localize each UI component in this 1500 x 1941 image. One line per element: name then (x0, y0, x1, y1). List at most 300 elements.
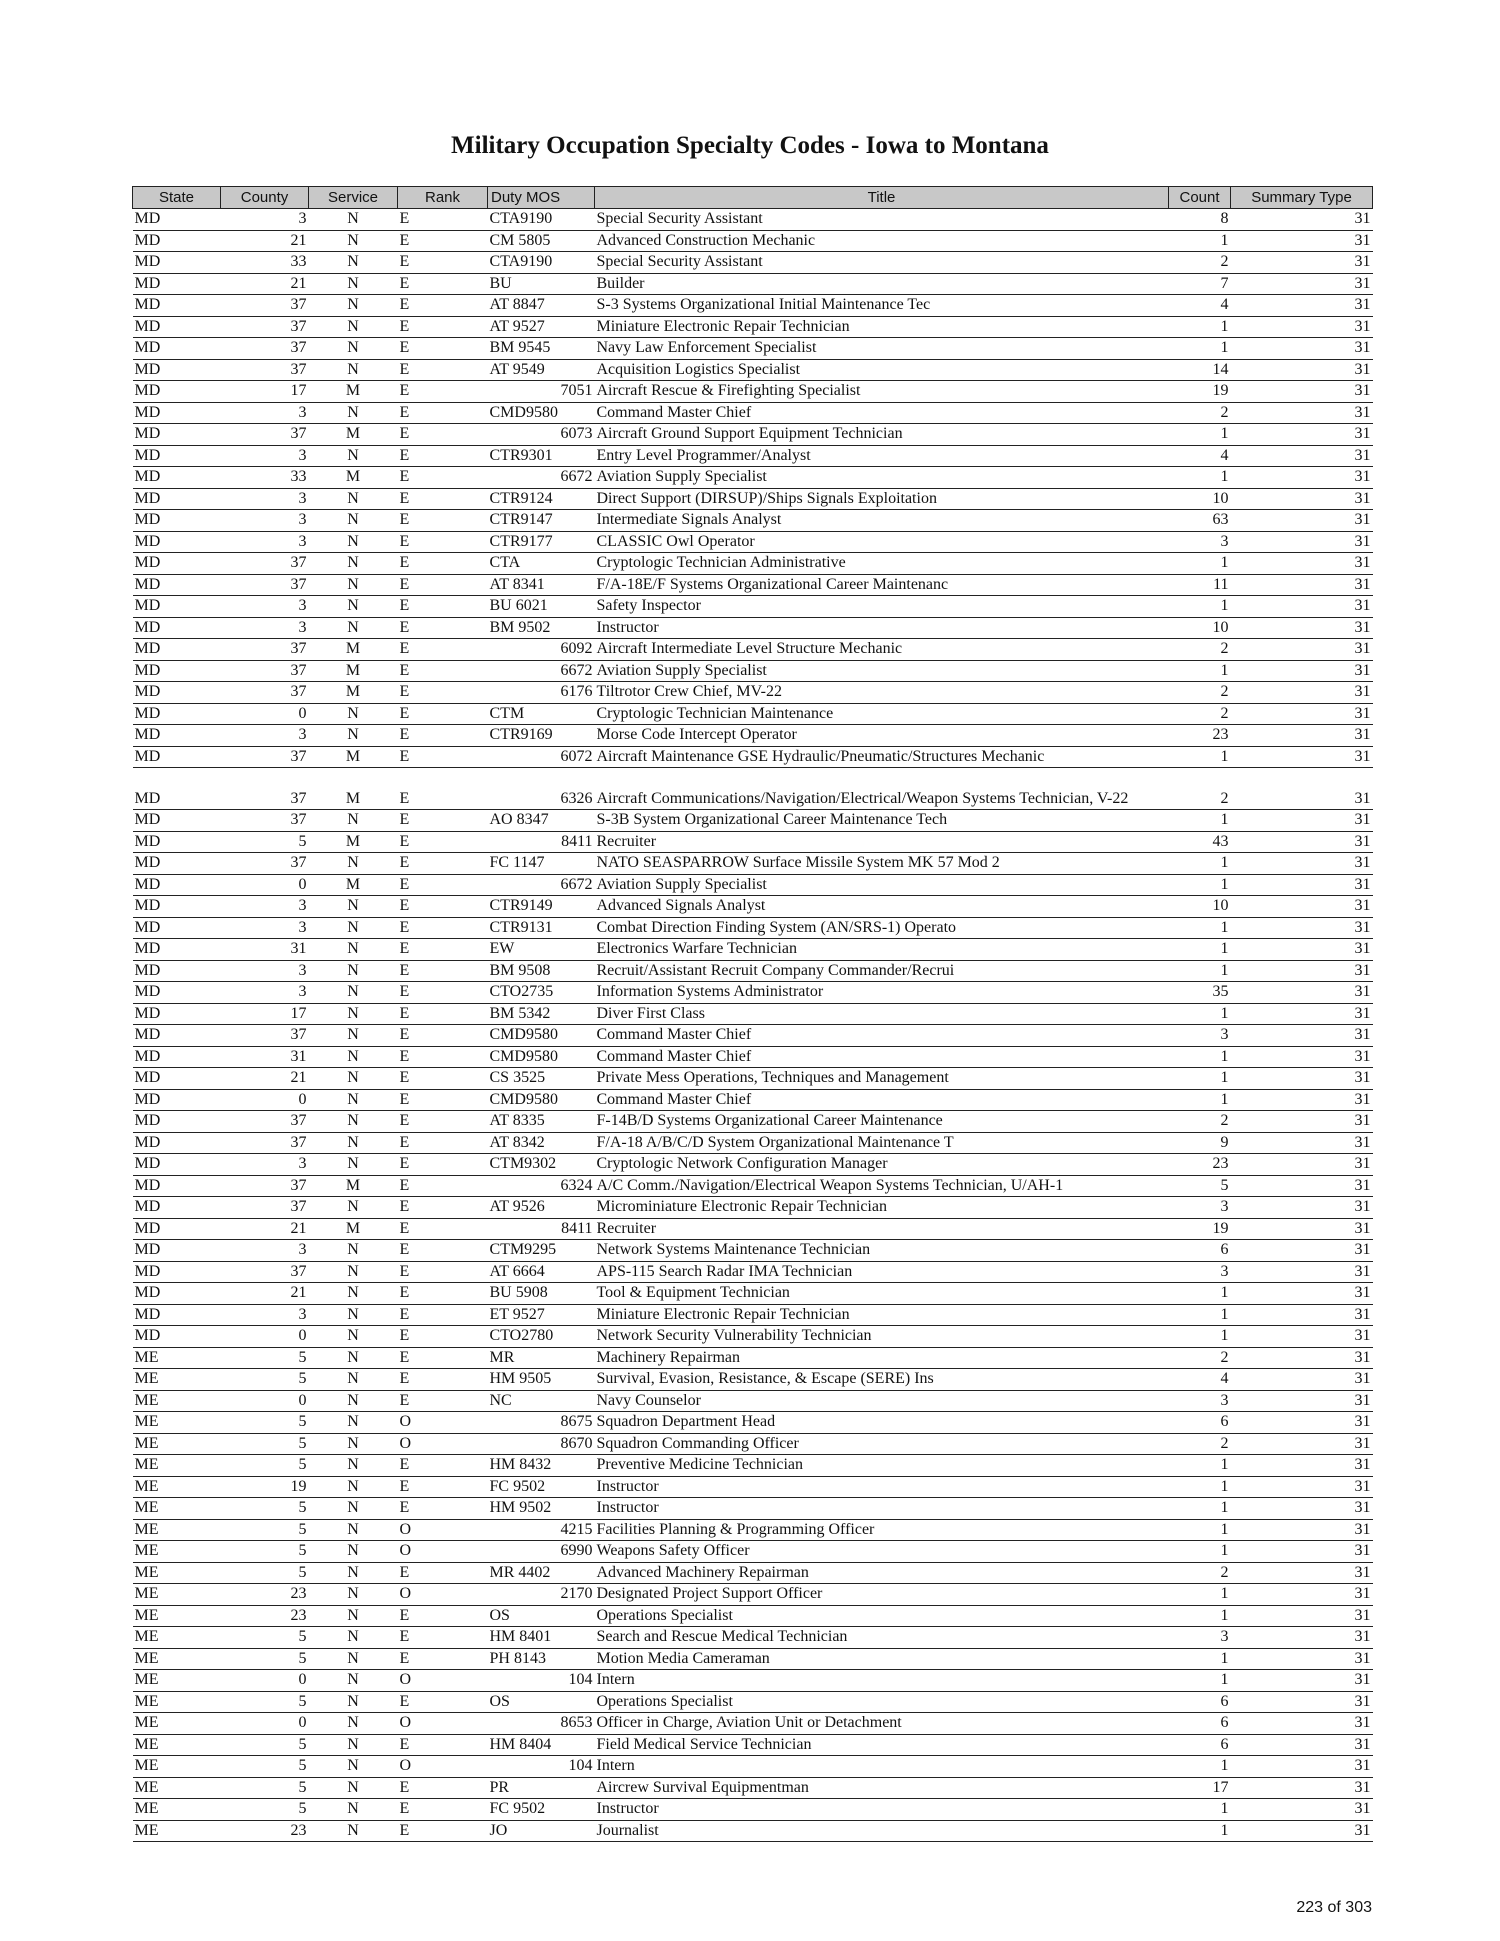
duty-mos-cell: 6324 (488, 1175, 595, 1197)
table-row (133, 1820, 1373, 1842)
title-cell: CLASSIC Owl Operator (595, 531, 1169, 553)
rank-cell: E (398, 1003, 488, 1025)
state-cell: MD (133, 660, 221, 682)
count-cell: 6 (1169, 1713, 1231, 1735)
count-cell: 8 (1169, 209, 1231, 231)
service-cell: M (309, 639, 398, 661)
table-row (133, 617, 1373, 639)
service-cell: N (309, 1476, 398, 1498)
state-cell: MD (133, 896, 221, 918)
state-cell: MD (133, 553, 221, 575)
state-cell: MD (133, 316, 221, 338)
count-cell: 1 (1169, 467, 1231, 489)
count-cell: 10 (1169, 617, 1231, 639)
table-row (133, 1283, 1373, 1305)
county-cell: 5 (221, 1627, 309, 1649)
service-cell: N (309, 1777, 398, 1799)
county-cell: 37 (221, 639, 309, 661)
title-cell: Safety Inspector (595, 596, 1169, 618)
title-cell: APS-115 Search Radar IMA Technician (595, 1261, 1169, 1283)
title-cell: F-14B/D Systems Organizational Career Maintenance (595, 1111, 1169, 1133)
county-cell: 5 (221, 1455, 309, 1477)
title-cell: A/C Comm./Navigation/Electrical Weapon Systems Technician, U/AH-1 (595, 1175, 1169, 1197)
service-cell: N (309, 617, 398, 639)
service-cell: N (309, 810, 398, 832)
title-cell: Aircraft Rescue & Firefighting Specialist (595, 381, 1169, 403)
table-row (133, 1562, 1373, 1584)
state-cell: MD (133, 810, 221, 832)
table-row (133, 488, 1373, 510)
count-cell: 23 (1169, 1154, 1231, 1176)
table-row (133, 1347, 1373, 1369)
summary-type-cell: 31 (1231, 1347, 1373, 1369)
title-cell: Weapons Safety Officer (595, 1541, 1169, 1563)
state-cell: MD (133, 402, 221, 424)
rank-cell: E (398, 939, 488, 961)
title-cell: Instructor (595, 1498, 1169, 1520)
table-row (133, 445, 1373, 467)
duty-mos-cell: BM 5342 (488, 1003, 595, 1025)
county-cell: 37 (221, 1111, 309, 1133)
service-cell: N (309, 939, 398, 961)
title-cell: Facilities Planning & Programming Officer (595, 1519, 1169, 1541)
count-cell: 1 (1169, 1799, 1231, 1821)
service-cell: N (309, 338, 398, 360)
county-cell: 3 (221, 209, 309, 231)
count-cell: 1 (1169, 316, 1231, 338)
title-cell: Acquisition Logistics Specialist (595, 359, 1169, 381)
service-cell: N (309, 1347, 398, 1369)
title-cell: Advanced Machinery Repairman (595, 1562, 1169, 1584)
duty-mos-cell: 2170 (488, 1584, 595, 1606)
table-row (133, 209, 1373, 231)
summary-type-cell: 31 (1231, 896, 1373, 918)
state-cell: ME (133, 1777, 221, 1799)
duty-mos-cell: EW (488, 939, 595, 961)
state-cell: MD (133, 746, 221, 768)
summary-type-cell: 31 (1231, 1132, 1373, 1154)
county-cell: 17 (221, 1003, 309, 1025)
title-cell: Recruit/Assistant Recruit Company Commander/Recrui (595, 960, 1169, 982)
county-cell: 0 (221, 703, 309, 725)
rank-cell: E (398, 896, 488, 918)
state-cell: MD (133, 960, 221, 982)
summary-type-cell: 31 (1231, 209, 1373, 231)
title-cell: Information Systems Administrator (595, 982, 1169, 1004)
title-cell: Aviation Supply Specialist (595, 467, 1169, 489)
summary-type-cell: 31 (1231, 1175, 1373, 1197)
state-cell: MD (133, 1111, 221, 1133)
rank-cell: E (398, 230, 488, 252)
county-cell: 17 (221, 381, 309, 403)
table-row (133, 1627, 1373, 1649)
count-cell: 6 (1169, 1240, 1231, 1262)
table-row (133, 1068, 1373, 1090)
state-cell: ME (133, 1605, 221, 1627)
summary-type-cell: 31 (1231, 1476, 1373, 1498)
duty-mos-cell: 6672 (488, 660, 595, 682)
table-row (133, 596, 1373, 618)
table-row (133, 1433, 1373, 1455)
count-cell: 1 (1169, 1326, 1231, 1348)
title-cell: Entry Level Programmer/Analyst (595, 445, 1169, 467)
service-cell: N (309, 252, 398, 274)
service-cell: M (309, 381, 398, 403)
summary-type-cell: 31 (1231, 1562, 1373, 1584)
count-cell: 1 (1169, 660, 1231, 682)
table-row (133, 1584, 1373, 1606)
county-cell: 5 (221, 1756, 309, 1778)
summary-type-cell: 31 (1231, 402, 1373, 424)
title-cell: Tiltrotor Crew Chief, MV-22 (595, 682, 1169, 704)
count-cell: 19 (1169, 381, 1231, 403)
county-cell: 5 (221, 1519, 309, 1541)
county-cell: 0 (221, 1390, 309, 1412)
table-row (133, 273, 1373, 295)
title-cell: Officer in Charge, Aviation Unit or Detachment (595, 1713, 1169, 1735)
rank-cell: E (398, 617, 488, 639)
header-row (133, 187, 1373, 209)
title-cell: Navy Law Enforcement Specialist (595, 338, 1169, 360)
table-row (133, 1412, 1373, 1434)
county-cell: 3 (221, 960, 309, 982)
table-row (133, 1197, 1373, 1219)
table-row (133, 1756, 1373, 1778)
duty-mos-cell: 6073 (488, 424, 595, 446)
rank-cell: E (398, 768, 488, 810)
state-cell: MD (133, 1218, 221, 1240)
count-cell: 35 (1169, 982, 1231, 1004)
rank-cell: E (398, 338, 488, 360)
service-cell: N (309, 1433, 398, 1455)
rank-cell: O (398, 1541, 488, 1563)
service-cell: N (309, 273, 398, 295)
count-cell: 7 (1169, 273, 1231, 295)
service-cell: N (309, 531, 398, 553)
rank-cell: E (398, 831, 488, 853)
rank-cell: E (398, 1777, 488, 1799)
service-cell: N (309, 1455, 398, 1477)
state-cell: MD (133, 510, 221, 532)
duty-mos-cell: NC (488, 1390, 595, 1412)
table-row (133, 1046, 1373, 1068)
title-cell: Private Mess Operations, Techniques and Management (595, 1068, 1169, 1090)
state-cell: ME (133, 1519, 221, 1541)
county-cell: 37 (221, 553, 309, 575)
summary-type-cell: 31 (1231, 1390, 1373, 1412)
summary-type-cell: 31 (1231, 510, 1373, 532)
summary-type-cell: 31 (1231, 1433, 1373, 1455)
county-cell: 3 (221, 917, 309, 939)
count-cell: 1 (1169, 1605, 1231, 1627)
duty-mos-cell: AT 9549 (488, 359, 595, 381)
duty-mos-cell: CTM9295 (488, 1240, 595, 1262)
title-cell: Miniature Electronic Repair Technician (595, 1304, 1169, 1326)
county-cell: 23 (221, 1584, 309, 1606)
summary-type-cell: 31 (1231, 596, 1373, 618)
title-cell: Combat Direction Finding System (AN/SRS-1) Operato (595, 917, 1169, 939)
col-header-count: Count (1169, 187, 1231, 209)
table-row (133, 1605, 1373, 1627)
summary-type-cell: 31 (1231, 617, 1373, 639)
duty-mos-cell: PR (488, 1777, 595, 1799)
service-cell: N (309, 853, 398, 875)
service-cell: N (309, 574, 398, 596)
summary-type-cell: 31 (1231, 1820, 1373, 1842)
table-row (133, 1777, 1373, 1799)
table-row (133, 982, 1373, 1004)
service-cell: N (309, 359, 398, 381)
duty-mos-cell: AT 9526 (488, 1197, 595, 1219)
county-cell: 3 (221, 1154, 309, 1176)
state-cell: MD (133, 1197, 221, 1219)
title-cell: Miniature Electronic Repair Technician (595, 316, 1169, 338)
duty-mos-cell: CTO2780 (488, 1326, 595, 1348)
state-cell: MD (133, 445, 221, 467)
rank-cell: E (398, 1111, 488, 1133)
county-cell: 5 (221, 1777, 309, 1799)
summary-type-cell: 31 (1231, 1541, 1373, 1563)
county-cell: 21 (221, 1283, 309, 1305)
county-cell: 5 (221, 1562, 309, 1584)
title-cell: Intern (595, 1756, 1169, 1778)
summary-type-cell: 31 (1231, 725, 1373, 747)
count-cell: 1 (1169, 596, 1231, 618)
title-cell: Network Systems Maintenance Technician (595, 1240, 1169, 1262)
title-cell: Cryptologic Technician Administrative (595, 553, 1169, 575)
title-cell: Network Security Vulnerability Technician (595, 1326, 1169, 1348)
title-cell: Survival, Evasion, Resistance, & Escape (SERE) Ins (595, 1369, 1169, 1391)
state-cell: ME (133, 1498, 221, 1520)
state-cell: ME (133, 1734, 221, 1756)
count-cell: 3 (1169, 531, 1231, 553)
count-cell: 3 (1169, 1390, 1231, 1412)
count-cell: 1 (1169, 1519, 1231, 1541)
service-cell: N (309, 1541, 398, 1563)
state-cell: MD (133, 252, 221, 274)
mos-table (132, 186, 1373, 1842)
count-cell: 63 (1169, 510, 1231, 532)
summary-type-cell: 31 (1231, 982, 1373, 1004)
count-cell: 1 (1169, 1670, 1231, 1692)
duty-mos-cell: CTR9147 (488, 510, 595, 532)
title-cell: Aircraft Communications/Navigation/Electrical/Weapon Systems Technician, V-22 (595, 768, 1169, 810)
count-cell: 1 (1169, 874, 1231, 896)
table-row (133, 1670, 1373, 1692)
summary-type-cell: 31 (1231, 338, 1373, 360)
state-cell: MD (133, 768, 221, 810)
state-cell: ME (133, 1562, 221, 1584)
count-cell: 3 (1169, 1261, 1231, 1283)
duty-mos-cell: BU 5908 (488, 1283, 595, 1305)
summary-type-cell: 31 (1231, 1283, 1373, 1305)
count-cell: 1 (1169, 230, 1231, 252)
duty-mos-cell: MR 4402 (488, 1562, 595, 1584)
service-cell: N (309, 725, 398, 747)
duty-mos-cell: CS 3525 (488, 1068, 595, 1090)
count-cell: 3 (1169, 1627, 1231, 1649)
table-row (133, 510, 1373, 532)
table-row (133, 917, 1373, 939)
duty-mos-cell: 8670 (488, 1433, 595, 1455)
service-cell: N (309, 1519, 398, 1541)
county-cell: 3 (221, 1304, 309, 1326)
summary-type-cell: 31 (1231, 1648, 1373, 1670)
table-row (133, 1390, 1373, 1412)
summary-type-cell: 31 (1231, 917, 1373, 939)
rank-cell: E (398, 316, 488, 338)
rank-cell: E (398, 1025, 488, 1047)
service-cell: N (309, 1369, 398, 1391)
page-number: 223 of 303 (1296, 1899, 1372, 1916)
rank-cell: O (398, 1519, 488, 1541)
county-cell: 5 (221, 1347, 309, 1369)
summary-type-cell: 31 (1231, 1777, 1373, 1799)
county-cell: 5 (221, 831, 309, 853)
summary-type-cell: 31 (1231, 445, 1373, 467)
county-cell: 5 (221, 1412, 309, 1434)
service-cell: N (309, 1498, 398, 1520)
service-cell: N (309, 445, 398, 467)
duty-mos-cell: CMD9580 (488, 1089, 595, 1111)
col-header-state: State (133, 187, 221, 209)
count-cell: 2 (1169, 402, 1231, 424)
count-cell: 1 (1169, 1648, 1231, 1670)
rank-cell: O (398, 1713, 488, 1735)
title-cell: Microminiature Electronic Repair Technician (595, 1197, 1169, 1219)
county-cell: 3 (221, 982, 309, 1004)
county-cell: 37 (221, 853, 309, 875)
state-cell: MD (133, 596, 221, 618)
count-cell: 2 (1169, 703, 1231, 725)
duty-mos-cell: MR (488, 1347, 595, 1369)
count-cell: 1 (1169, 960, 1231, 982)
state-cell: MD (133, 273, 221, 295)
rank-cell: E (398, 1046, 488, 1068)
rank-cell: E (398, 725, 488, 747)
state-cell: MD (133, 230, 221, 252)
count-cell: 1 (1169, 1089, 1231, 1111)
county-cell: 19 (221, 1476, 309, 1498)
service-cell: N (309, 1648, 398, 1670)
county-cell: 5 (221, 1541, 309, 1563)
summary-type-cell: 31 (1231, 1369, 1373, 1391)
duty-mos-cell: BM 9508 (488, 960, 595, 982)
rank-cell: O (398, 1670, 488, 1692)
county-cell: 0 (221, 1089, 309, 1111)
county-cell: 3 (221, 445, 309, 467)
rank-cell: E (398, 402, 488, 424)
service-cell: M (309, 831, 398, 853)
state-cell: MD (133, 1240, 221, 1262)
summary-type-cell: 31 (1231, 1605, 1373, 1627)
summary-type-cell: 31 (1231, 874, 1373, 896)
summary-type-cell: 31 (1231, 359, 1373, 381)
count-cell: 10 (1169, 896, 1231, 918)
count-cell: 1 (1169, 1283, 1231, 1305)
state-cell: ME (133, 1390, 221, 1412)
service-cell: M (309, 467, 398, 489)
table-row (133, 574, 1373, 596)
count-cell: 1 (1169, 939, 1231, 961)
summary-type-cell: 31 (1231, 531, 1373, 553)
title-cell: Cryptologic Technician Maintenance (595, 703, 1169, 725)
rank-cell: E (398, 488, 488, 510)
summary-type-cell: 31 (1231, 682, 1373, 704)
state-cell: MD (133, 682, 221, 704)
service-cell: N (309, 1261, 398, 1283)
duty-mos-cell: 6672 (488, 467, 595, 489)
rank-cell: E (398, 660, 488, 682)
county-cell: 37 (221, 338, 309, 360)
summary-type-cell: 31 (1231, 381, 1373, 403)
service-cell: N (309, 1025, 398, 1047)
duty-mos-cell: BM 9545 (488, 338, 595, 360)
count-cell: 2 (1169, 682, 1231, 704)
count-cell: 1 (1169, 1003, 1231, 1025)
state-cell: ME (133, 1820, 221, 1842)
duty-mos-cell: 6990 (488, 1541, 595, 1563)
summary-type-cell: 31 (1231, 1089, 1373, 1111)
service-cell: N (309, 1605, 398, 1627)
title-cell: Builder (595, 273, 1169, 295)
rank-cell: E (398, 553, 488, 575)
duty-mos-cell: HM 8404 (488, 1734, 595, 1756)
rank-cell: E (398, 596, 488, 618)
service-cell: N (309, 1046, 398, 1068)
service-cell: N (309, 295, 398, 317)
title-cell: Instructor (595, 1799, 1169, 1821)
title-cell: Field Medical Service Technician (595, 1734, 1169, 1756)
count-cell: 1 (1169, 1756, 1231, 1778)
count-cell: 11 (1169, 574, 1231, 596)
rank-cell: E (398, 424, 488, 446)
service-cell: M (309, 874, 398, 896)
count-cell: 1 (1169, 1455, 1231, 1477)
count-cell: 1 (1169, 338, 1231, 360)
county-cell: 3 (221, 510, 309, 532)
service-cell: N (309, 209, 398, 231)
rank-cell: E (398, 574, 488, 596)
duty-mos-cell: CTA9190 (488, 252, 595, 274)
duty-mos-cell: 4215 (488, 1519, 595, 1541)
county-cell: 21 (221, 1068, 309, 1090)
county-cell: 3 (221, 531, 309, 553)
duty-mos-cell: CMD9580 (488, 1046, 595, 1068)
table-row (133, 1025, 1373, 1047)
title-cell: Command Master Chief (595, 402, 1169, 424)
summary-type-cell: 31 (1231, 316, 1373, 338)
county-cell: 3 (221, 402, 309, 424)
title-cell: Squadron Department Head (595, 1412, 1169, 1434)
table-row (133, 381, 1373, 403)
count-cell: 1 (1169, 917, 1231, 939)
rank-cell: E (398, 1218, 488, 1240)
state-cell: MD (133, 917, 221, 939)
county-cell: 0 (221, 874, 309, 896)
count-cell: 43 (1169, 831, 1231, 853)
rank-cell: E (398, 1498, 488, 1520)
summary-type-cell: 31 (1231, 831, 1373, 853)
county-cell: 5 (221, 1799, 309, 1821)
table-row (133, 874, 1373, 896)
rank-cell: E (398, 1820, 488, 1842)
title-cell: Operations Specialist (595, 1691, 1169, 1713)
duty-mos-cell: FC 1147 (488, 853, 595, 875)
county-cell: 5 (221, 1734, 309, 1756)
service-cell: N (309, 596, 398, 618)
table-row (133, 424, 1373, 446)
